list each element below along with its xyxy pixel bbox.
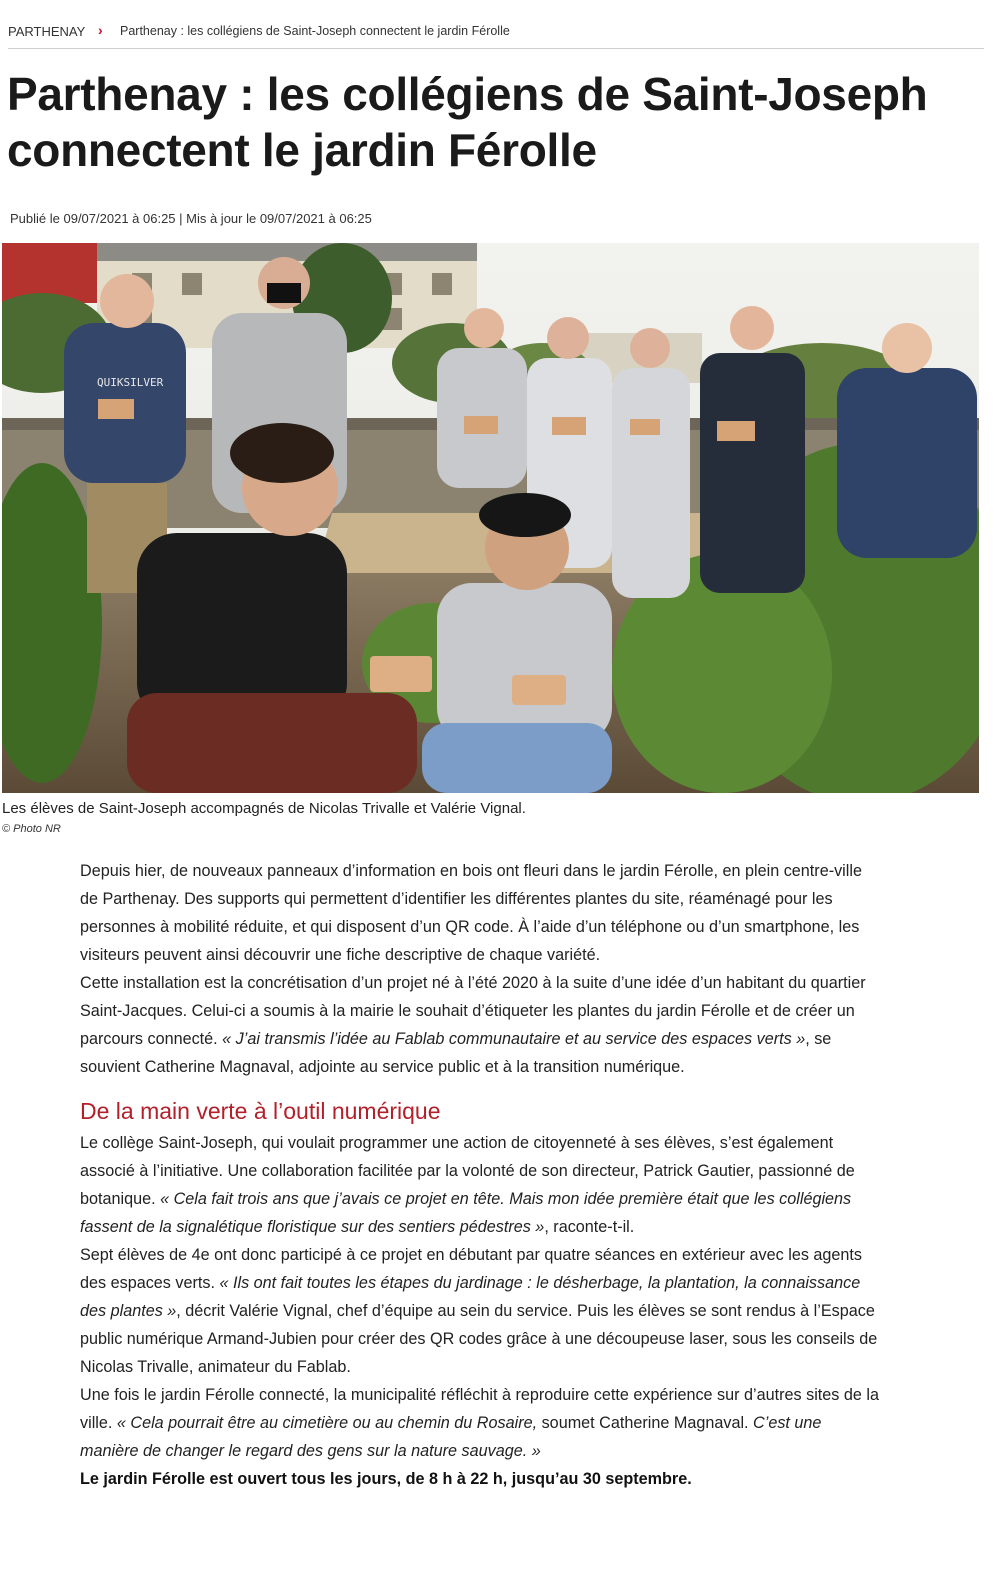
quote: « Cela pourrait être au cimetière ou au chemin du Rosaire, [116,1414,538,1432]
publication-dates: Publié le 09/07/2021 à 06:25 | Mis à jour le 09/07/2021 à 06:25 [10,211,372,226]
paragraph-4: Sept élèves de 4e ont donc participé à ce projet en débutant par quatre séances en extérieur avec les agents des espaces verts. « Ils ont fait toutes les étapes du jardinage : le désherbage, la plantation, la connaissance des plantes », décrit Valérie Vignal, chef d’équipe au sein du service. Puis les élèves se sont rendus à l’Espace public numérique Armand-Jubien pour créer des QR codes grâce à une découpeuse laser, sous les conseils de Nicolas Trivalle, animateur du Fablab. [80,1246,878,1376]
article-photo[interactable] [2,243,979,793]
quote: « Ils ont fait toutes les étapes du jardinage : le désherbage, la plantation, la connaissance des plantes » [80,1274,861,1320]
article-title: Parthenay : les collégiens de Saint-Joseph connectent le jardin Férolle [7,68,928,176]
article-body [80,857,880,1493]
chevron-right-icon: › [98,22,103,38]
paragraph-1: Depuis hier, de nouveaux panneaux d’information en bois ont fleuri dans le jardin Férolle, en plein centre-ville de Parthenay. Des supports qui permettent d’identifier les différentes plantes du site, réaménagé pour les personnes à mobilité réduite, et qui disposent d’un QR code. À l’aide d’un téléphone ou d’un smartphone, les visiteurs peuvent ainsi découvrir une fiche descriptive de chaque variété. [80,862,862,964]
quote: « Cela fait trois ans que j’avais ce projet en tête. Mais mon idée première était que les collégiens fassent de la signalétique floristique sur des sentiers pédestres » [80,1190,852,1236]
paragraph-3: Le collège Saint-Joseph, qui voulait programmer une action de citoyenneté à ses élèves, s’est également associé à l’initiative. Une collaboration facilitée par la volonté de son directeur, Patrick Gautier, passionné de botanique. « Cela fait trois ans que j’avais ce projet en tête. Mais mon idée première était que les collégiens fassent de la signalétique floristique sur des sentiers pédestres », raconte-t-il. [80,1134,855,1236]
sweatshirt-text: QUIKSILVER [97,376,164,389]
breadcrumb-current: Parthenay : les collégiens de Saint-Joseph connectent le jardin Férolle [120,24,510,38]
quote: « J’ai transmis l’idée au Fablab communautaire et au service des espaces verts » [222,1030,806,1048]
opening-hours: Le jardin Férolle est ouvert tous les jours, de 8 h à 22 h, jusqu’au 30 septembre. [80,1470,692,1488]
photo-credit: © Photo NR [2,823,61,835]
photo-caption: Les élèves de Saint-Joseph accompagnés de Nicolas Trivalle et Valérie Vignal. [2,800,526,817]
section-subheading: De la main verte à l’outil numérique [80,1098,441,1124]
paragraph-2: Cette installation est la concrétisation d’un projet né à l’été 2020 à la suite d’une idée d’un habitant du quartier Saint-Jacques. Celui-ci a soumis à la mairie le souhait d’étiqueter les plantes du jardin Férolle et de créer un parcours connecté. « J’ai transmis l’idée au Fablab communautaire et au service des espaces verts », se souvient Catherine Magnaval, adjointe au service public et à la transition numérique. [80,974,866,1076]
quote: C’est une manière de changer le regard des gens sur la nature sauvage. » [80,1414,822,1460]
paragraph-5: Une fois le jardin Férolle connecté, la municipalité réfléchit à reproduire cette expérience sur d’autres sites de la ville. « Cela pourrait être au cimetière ou au chemin du Rosaire, soumet Catherine Magnaval. C’est une manière de changer le regard des gens sur la nature sauvage. » [80,1386,879,1460]
breadcrumb [8,22,984,49]
breadcrumb-home-link[interactable]: PARTHENAY [8,24,86,39]
